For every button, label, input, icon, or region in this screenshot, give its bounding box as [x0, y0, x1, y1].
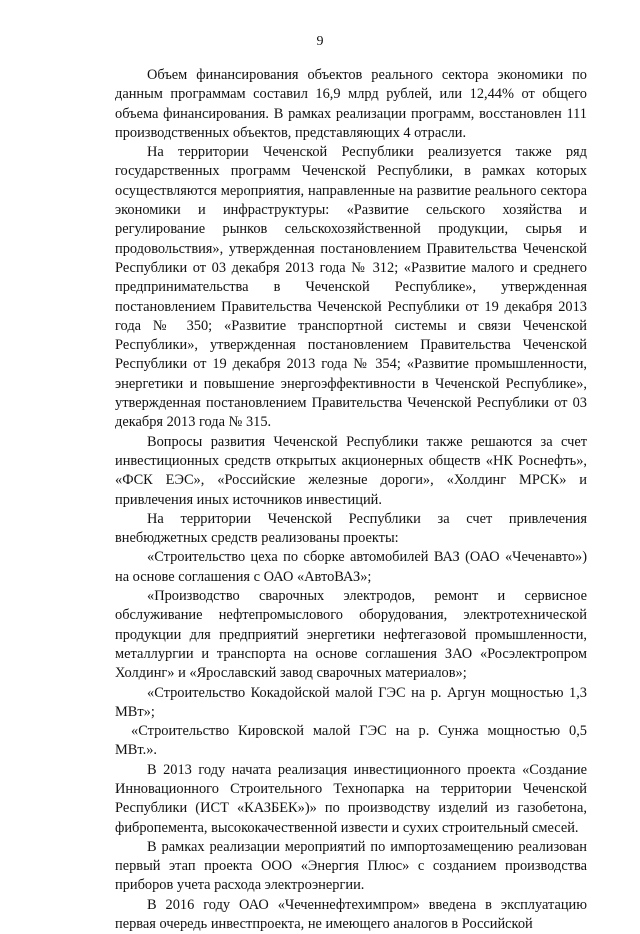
paragraph-state-programs: На территории Чеченской Республики реализуется также ряд государственных программ Чеченской Республики, в рамках которых осуществляются мероприятия, направленные на развитие реального сектора экономики и инфраструктуры: «Развитие сельского хозяйства и регулирование рынков сельскохозяйственной продукции, сырья и продовольствия», утвержденная постановлением Правительства Чеченской Республики от 03 декабря 2013 года № 312; «Развитие малого и среднего предпринимательства в Чеченской Республике», утвержденная постановлением Правительства Чеченской Республики от 19 декабря 2013 года № 350; «Развитие транспортной системы и связи Чеченской Республики», утвержденная постановлением Правительства Чеченской Республики от 19 декабря 2013 года № 354; «Развитие промышленности, энергетики и повышение энергоэффективности в Чеченской Республике», утвержденная постановлением Правительства Чеченской Республики от 03 декабря 2013 года № 315.	[115, 144, 587, 431]
paragraph-chechenneftekhimprom: В 2016 году ОАО «Чеченнефтехимпром» введена в эксплуатацию первая очередь инвестпроекта, не имеющего аналогов в Российской	[115, 896, 587, 933]
paragraph-investment-sources: Вопросы развития Чеченской Республики также решаются за счет инвестиционных средств открытых акционерных обществ «НК Роснефть», «ФСК ЕЭС», «Российские железные дороги», «Холдинг МРСК» и привлечения иных источников инвестиций.	[115, 433, 587, 508]
paragraph-kazbek-technopark: В 2013 году начата реализация инвестиционного проекта «Создание Инновационного Строительного Технопарка на территории Чеченской Республики (ИСТ «КАЗБЕК»)» по производству изделий из газобетона, фибропемента, высококачественной извести и сухих строительный смесей.	[115, 761, 587, 836]
document-body	[115, 66, 587, 934]
paragraph-project-kokadoy-ges: «Строительство Кокадойской малой ГЭС на р. Аргун мощностью 1,3 МВт»;	[115, 684, 587, 720]
paragraph-project-electrodes: «Производство сварочных электродов, ремонт и сервисное обслуживание нефтепромыслового оборудования, электротехнической продукции для предприятий энергетики нефтегазовой промышленности, металлургии и транспорта на основе соглашения ЗАО «Росэлектропром Холдинг» и «Ярославский завод сварочных материалов»;	[115, 588, 587, 682]
page-number: 9	[316, 34, 324, 49]
paragraph-import-substitution: В рамках реализации мероприятий по импортозамещению реализован первый этап проекта ООО «Энергия Плюс» с созданием производства приборов учета расхода электроэнергии.	[115, 838, 587, 894]
paragraph-financing: Объем финансирования объектов реального сектора экономики по данным программам составил 16,9 млрд рублей, или 12,44% от общего объема финансирования. В рамках реализации программ, восстановлен 111 производственных объектов, представляющих 4 отрасли.	[115, 67, 587, 141]
paragraph-project-kirov-ges: «Строительство Кировской малой ГЭС на р. Сунжа мощностью 0,5 МВт.».	[115, 723, 587, 759]
paragraph-project-vaz: «Строительство цеха по сборке автомобилей ВАЗ (ОАО «Чеченавто») на основе соглашения с ОАО «АвтоВАЗ»;	[115, 549, 587, 585]
paragraph-offbudget-projects: На территории Чеченской Республики за счет привлечения внебюджетных средств реализованы проекты:	[115, 510, 587, 547]
